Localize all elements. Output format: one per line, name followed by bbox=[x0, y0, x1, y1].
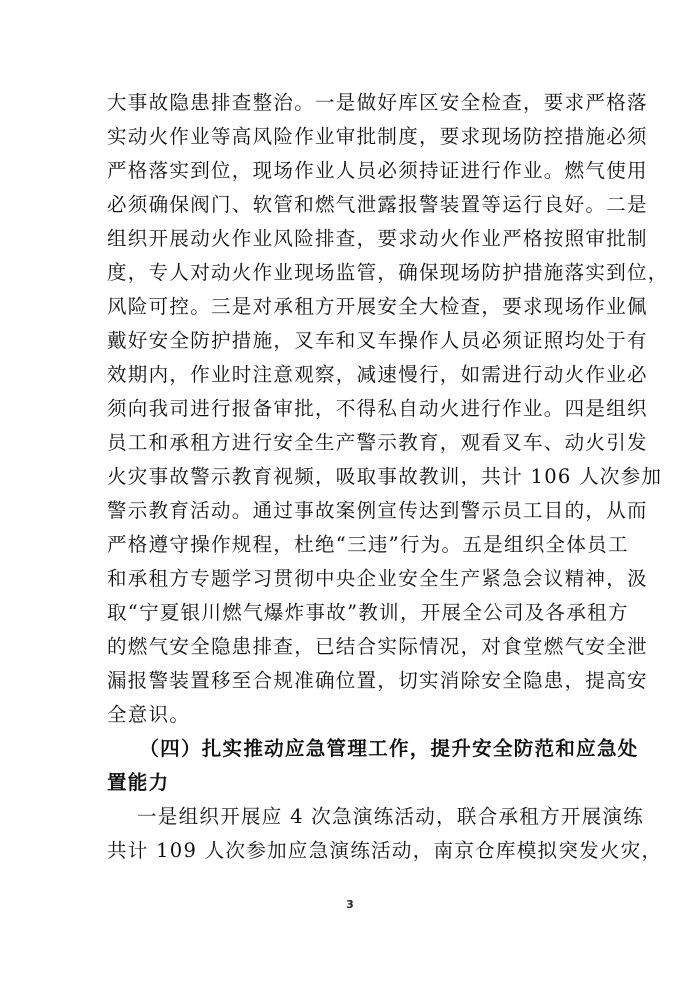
text-line: 漏报警装置移至合规准确位置，切实消除安全隐患，提高安 bbox=[107, 669, 648, 692]
text-line: 共计 109 人次参加应急演练活动，南京仓库模拟突发火灾， bbox=[107, 839, 663, 862]
text-line: 组织开展动火作业风险排查，要求动火作业严格按照审批制 bbox=[107, 227, 648, 250]
body-text bbox=[107, 86, 669, 868]
text-line: 的燃气安全隐患排查，已结合实际情况，对食堂燃气安全泄 bbox=[107, 635, 648, 658]
text-line: 须向我司进行报备审批，不得私自动火进行作业。四是组织 bbox=[107, 397, 648, 420]
text-line: 大事故隐患排查整治。一是做好库区安全检查，要求严格落 bbox=[107, 91, 648, 114]
text-line: 全意识。 bbox=[107, 703, 191, 726]
text-line: 风险可控。三是对承租方开展安全大检查，要求现场作业佩 bbox=[107, 295, 648, 318]
section-heading-line: （四）扎实推动应急管理工作，提升安全防范和应急处 bbox=[107, 737, 639, 760]
page-number: 3 bbox=[346, 898, 354, 911]
text-line: 实动火作业等高风险作业审批制度，要求现场防控措施必须 bbox=[107, 125, 648, 148]
text-line: 度，专人对动火作业现场监管，确保现场防护措施落实到位， bbox=[107, 261, 669, 284]
text-line: 警示教育活动。通过事故案例宣传达到警示员工目的，从而 bbox=[107, 499, 648, 522]
text-line: 必须确保阀门、软管和燃气泄露报警装置等运行良好。二是 bbox=[107, 193, 648, 216]
text-line: 严格遵守操作规程，杜绝“三违”行为。五是组织全体员工 bbox=[107, 533, 629, 556]
text-line: 严格落实到位，现场作业人员必须持证进行作业。燃气使用 bbox=[107, 159, 648, 182]
text-line: 取“宁夏银川燃气爆炸事故”教训，开展全公司及各承租方 bbox=[107, 601, 629, 624]
text-line: 火灾事故警示教育视频，吸取事故教训，共计 106 人次参加 bbox=[107, 465, 663, 488]
text-line: 员工和承租方进行安全生产警示教育，观看叉车、动火引发 bbox=[107, 431, 648, 454]
section-heading-line: 置能力 bbox=[107, 771, 170, 794]
text-line: 一是组织开展应 4 次急演练活动，联合承租方开展演练 bbox=[107, 805, 645, 828]
text-line: 和承租方专题学习贯彻中央企业安全生产紧急会议精神，汲 bbox=[107, 567, 648, 590]
text-line: 戴好安全防护措施，叉车和叉车操作人员必须证照均处于有 bbox=[107, 329, 648, 352]
text-line: 效期内，作业时注意观察，减速慢行，如需进行动火作业必 bbox=[107, 363, 648, 386]
